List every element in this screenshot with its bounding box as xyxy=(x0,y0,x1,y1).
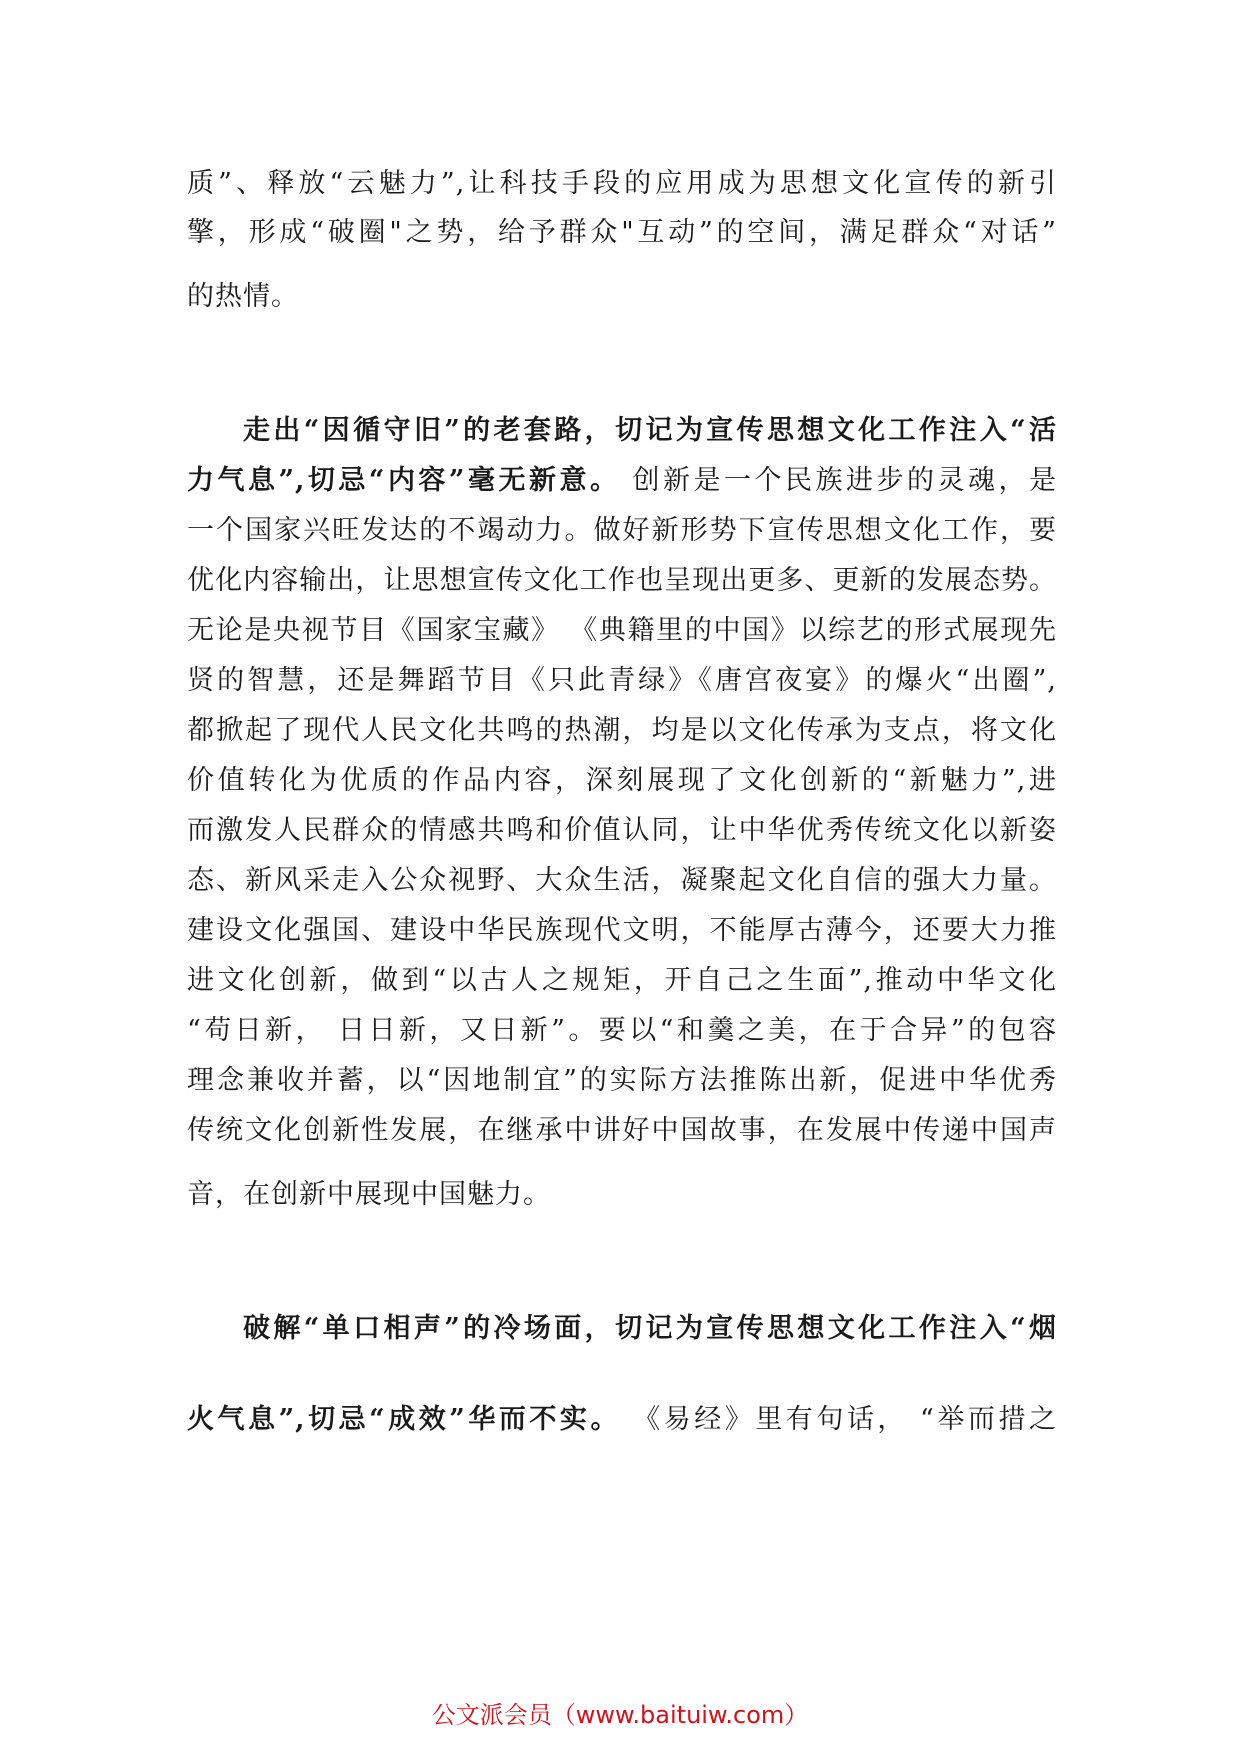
paragraph-2-line-5: 无论是央视节目《国家宝藏》 《典籍里的中国》以综艺的形式展现先 xyxy=(187,615,1057,646)
paragraph-1-line-1: 质”、释放“云魅力”,让科技手段的应用成为思想文化宣传的新引 xyxy=(187,168,1057,199)
paragraph-2-line-4: 优化内容输出，让思想宣传文化工作也呈现出更多、更新的发展态势。 xyxy=(187,565,1057,596)
paragraph-2-heading-line-1: 走出“因循守旧”的老套路，切记为宣传思想文化工作注入“活 xyxy=(243,415,1057,446)
paragraph-3-heading-line-2: 火气息”,切忌“成效”华而不实。 xyxy=(187,1404,622,1435)
paragraph-2-line-9: 而激发人民群众的情感共鸣和价值认同，让中华优秀传统文化以新姿 xyxy=(187,815,1057,846)
paragraph-1-line-3: 的热情。 xyxy=(187,281,299,312)
paragraph-2-line-6: 贤的智慧，还是舞蹈节目《只此青绿》《唐宫夜宴》的爆火“出圈”, xyxy=(187,665,1057,696)
paragraph-1-line-2: 擎，形成“破圈"之势，给予群众"互动”的空间，满足群众“对话” xyxy=(187,217,1057,248)
paragraph-2-line-12: 进文化创新，做到“以古人之规矩，开自己之生面”,推动中华文化 xyxy=(187,965,1057,996)
paragraph-2-line-14: 理念兼收并蓄，以“因地制宜”的实际方法推陈出新，促进中华优秀 xyxy=(187,1065,1057,1096)
paragraph-2-heading-line-2: 力气息”,切忌“内容”毫无新意。 xyxy=(187,465,621,496)
paragraph-2-line-11: 建设文化强国、建设中华民族现代文明，不能厚古薄今，还要大力推 xyxy=(187,915,1057,946)
footer-site-credit: 公文派会员（www.baituiw.com） xyxy=(431,1701,809,1729)
paragraph-3-line-2 xyxy=(187,1402,1057,1438)
paragraph-2-line-7: 都掀起了现代人民文化共鸣的热潮，均是以文化传承为支点，将文化 xyxy=(187,715,1057,746)
paragraph-2-line-2-text: 创新是一个民族进步的灵魂，是 xyxy=(620,465,1057,496)
paragraph-3-heading-line-1: 破解“单口相声”的冷场面，切记为宣传思想文化工作注入“烟 xyxy=(243,1313,1057,1344)
paragraph-2-line-10: 态、新风采走入公众视野、大众生活，凝聚起文化自信的强大力量。 xyxy=(187,865,1057,896)
paragraph-2-line-13: “苟日新， 日日新，又日新”。要以“和羹之美，在于合异”的包容 xyxy=(187,1015,1057,1046)
paragraph-2-line-3: 一个国家兴旺发达的不竭动力。做好新形势下宣传思想文化工作，要 xyxy=(187,515,1057,546)
paragraph-2-line-2 xyxy=(187,463,1057,499)
paragraph-2-line-16: 音，在创新中展现中国魅力。 xyxy=(187,1179,551,1210)
paragraph-2-line-15: 传统文化创新性发展，在继承中讲好中国故事，在发展中传递中国声 xyxy=(187,1115,1057,1146)
paragraph-2-line-8: 价值转化为优质的作品内容，深刻展现了文化创新的“新魅力”,进 xyxy=(187,765,1057,796)
paragraph-3-line-2-text: 《易经》里有句话， “举而措之 xyxy=(621,1404,1057,1435)
